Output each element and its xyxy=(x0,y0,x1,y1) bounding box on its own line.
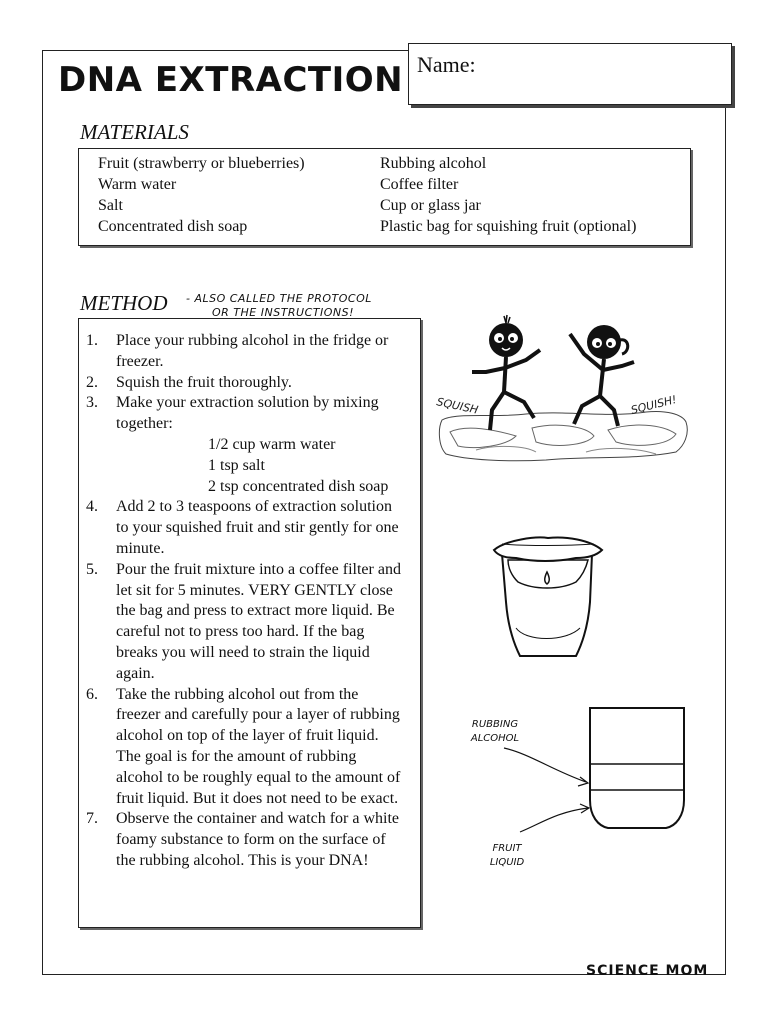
step-number: 3. xyxy=(86,394,98,412)
material-item: Rubbing alcohol xyxy=(380,155,487,172)
method-note-line1: - ALSO CALLED THE PROTOCOL xyxy=(186,292,372,305)
name-field-box[interactable] xyxy=(408,43,732,105)
material-item: Coffee filter xyxy=(380,176,459,193)
coffee-filter-jar-illustration xyxy=(486,532,610,662)
step-number: 5. xyxy=(86,560,98,578)
method-steps xyxy=(86,331,406,872)
squishing-figures-illustration xyxy=(436,310,696,470)
material-item: Concentrated dish soap xyxy=(98,218,248,235)
materials-heading: MATERIALS xyxy=(80,120,189,144)
name-label: Name: xyxy=(417,52,476,77)
footer-rule xyxy=(42,974,582,975)
rubbing-alcohol-label-line1: RUBBING xyxy=(471,719,519,730)
method-step xyxy=(86,331,406,373)
ingredient: 1/2 cup warm water xyxy=(208,435,336,453)
method-step xyxy=(86,373,406,394)
step-number: 1. xyxy=(86,332,98,349)
fruit-liquid-label-line1: FRUIT xyxy=(492,843,522,854)
step-number: 6. xyxy=(86,685,98,703)
step-text: Pour the fruit mixture into a coffee filter and let sit for 5 minutes. VERY GENTLY close the bag and press to extract more liquid. Be careful not to press too hard. If the bag breaks you will need to strain the liquid again. xyxy=(116,560,401,682)
step-text: Observe the container and watch for a white foamy substance to form on the surface of the rubbing alcohol. This is your DNA! xyxy=(116,810,399,869)
material-item: Salt xyxy=(98,197,123,214)
method-step xyxy=(86,393,406,497)
step-text: Place your rubbing alcohol in the fridge or freezer. xyxy=(116,332,389,370)
method-step xyxy=(86,497,406,559)
method-note xyxy=(186,292,372,320)
squish-right-label: SQUISH! xyxy=(629,393,678,417)
step-number: 2. xyxy=(86,373,98,391)
step-number: 7. xyxy=(86,810,98,828)
step-text: Take the rubbing alcohol out from the freezer and carefully pour a layer of rubbing alcohol on top of the layer of fruit liquid. The goal is for the amount of rubbing alcohol to be roughly equal to the amount of fruit liquid. But it does not need to be exact. xyxy=(116,685,401,807)
rubbing-alcohol-label xyxy=(458,718,532,746)
page-title: DNA EXTRACTION xyxy=(58,60,404,100)
method-step xyxy=(86,560,406,685)
fruit-liquid-label xyxy=(470,842,544,870)
method-heading: METHOD xyxy=(80,291,168,315)
squish-left-label: SQUISH xyxy=(435,395,480,417)
material-item: Cup or glass jar xyxy=(380,197,481,214)
ingredient: 2 tsp concentrated dish soap xyxy=(208,477,389,495)
step-text: Squish the fruit thoroughly. xyxy=(116,373,292,391)
method-step xyxy=(86,809,406,871)
material-item: Plastic bag for squishing fruit (optional) xyxy=(380,218,637,235)
ingredient: 1 tsp salt xyxy=(208,456,265,474)
material-item: Warm water xyxy=(98,176,177,193)
method-note-line2: OR THE INSTRUCTIONS! xyxy=(212,306,355,319)
step-text: Make your extraction solution by mixing together: xyxy=(116,394,379,433)
science-mom-logo: SCIENCE MOM xyxy=(586,963,709,979)
step-number: 4. xyxy=(86,498,98,516)
rubbing-alcohol-label-line2: ALCOHOL xyxy=(470,733,520,744)
footer-rule-end xyxy=(718,974,726,975)
material-item: Fruit (strawberry or blueberries) xyxy=(98,155,305,172)
step-text: Add 2 to 3 teaspoons of extraction solution to your squished fruit and stir gently for one minute. xyxy=(116,498,399,557)
fruit-liquid-label-line2: LIQUID xyxy=(489,857,525,868)
method-step xyxy=(86,685,406,810)
